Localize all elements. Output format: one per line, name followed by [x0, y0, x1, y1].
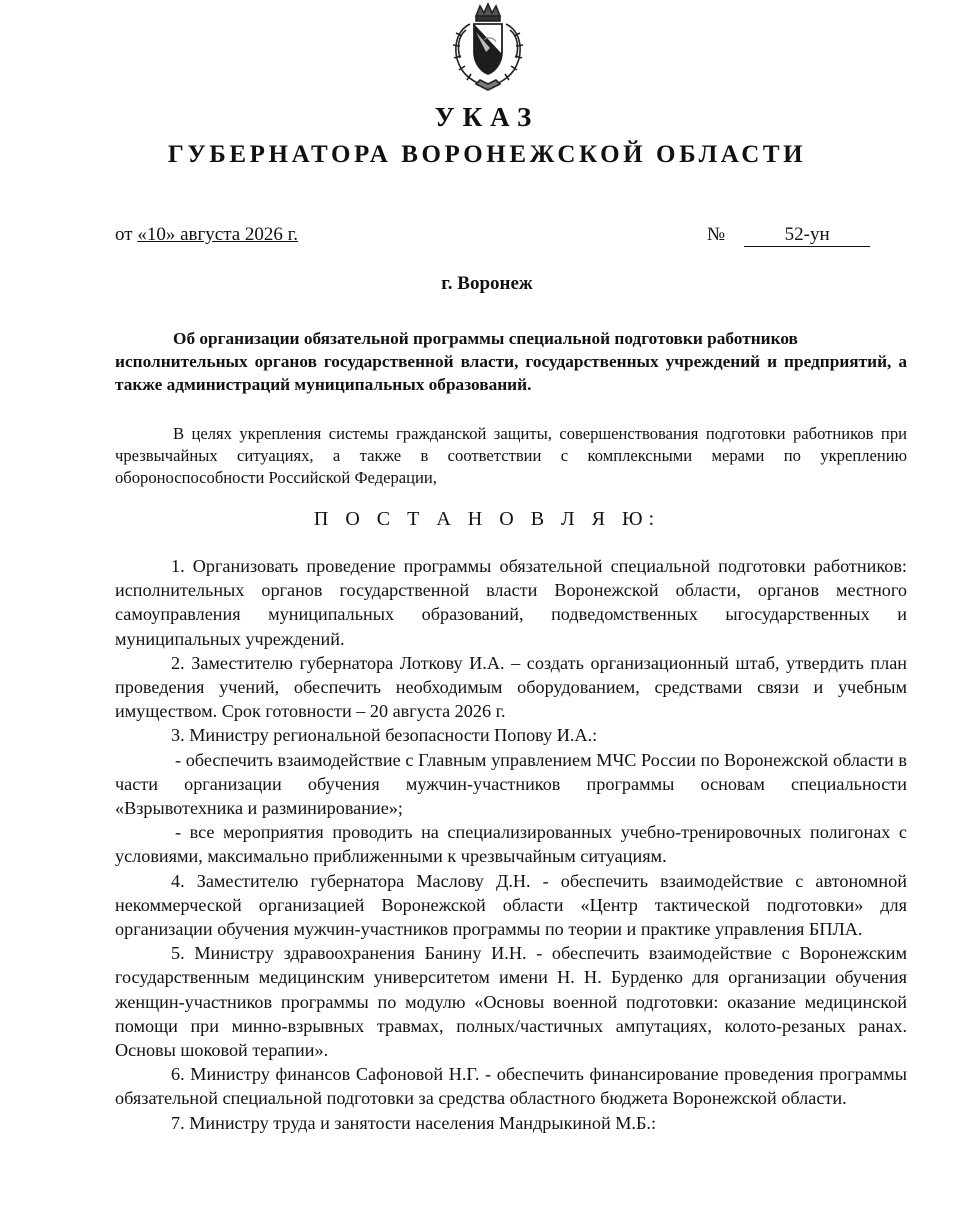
decree-items: [115, 554, 907, 1135]
document-number: [707, 224, 870, 247]
decree-item-3-subitem-2: - все мероприятия проводить на специализированных учебно-тренировочных полигонах с условиями, максимально приближенными к чрезвычайным ситуациям.: [115, 822, 907, 867]
preamble-paragraph: В целях укрепления системы гражданской защиты, совершенствования подготовки работников при чрезвычайных ситуациях, а также в соответствии с комплексными мерами по укреплению обороноспособности Российской Федерации,: [115, 424, 907, 487]
document-subject: [115, 327, 907, 396]
number-sign: №: [707, 224, 726, 245]
subject-rest: исполнительных органов государственной власти, государственных учреждений и предприятий, а также администраций муниципальных образований.: [115, 352, 907, 394]
date-value: «10» августа 2026 г.: [137, 224, 299, 245]
number-value: 52-ун: [744, 224, 870, 247]
decree-item-2: 2. Заместителю губернатора Лоткову И.А. – создать организационный штаб, утвердить план проведения учений, обеспечить необходимым оборудованием, средствами связи и учебным имуществом. Срок готовности – 20 августа 2026 г.: [115, 652, 907, 722]
decree-item-4: 4. Заместителю губернатора Маслову Д.Н. - обеспечить взаимодействие с автономной некоммерческой организацией Воронежской области «Центр тактической подготовки» для организации обучения мужчин-участников программы по теории и практике управления БПЛА.: [115, 870, 907, 940]
decree-item-6: 6. Министру финансов Сафоновой Н.Г. - обеспечить финансирование проведения программы обязательной специальной подготовки за средства областного бюджета Воронежской области.: [115, 1064, 907, 1109]
coat-of-arms-icon: [440, 2, 536, 94]
decree-item-5: 5. Министру здравоохранения Банину И.Н. - обеспечить взаимодействие с Воронежским государственным медицинским университетом имени Н. Н. Бурденко для организации обучения женщин-участников программы по модулю «Основы военной подготовки: оказание медицинской помощи при минно-взрывных травмах, полных/частичных ампутациях, колото-резаных ранах. Основы шоковой терапии».: [115, 943, 907, 1061]
decree-heading: П О С Т А Н О В Л Я Ю:: [313, 508, 661, 530]
document-city: г. Воронеж: [441, 273, 533, 294]
document-title: УКАЗ: [434, 102, 540, 132]
subject-line-1: Об организации обязательной программы специальной подготовки работников: [173, 329, 798, 348]
decree-item-3-subitem-1: - обеспечить взаимодействие с Главным управлением МЧС России по Воронежской области в части организации обучения мужчин-участников программы основам специальности «Взрывотехника и разминирование»;: [115, 749, 907, 819]
document-date: [115, 224, 298, 246]
decree-item-1: 1. Организовать проведение программы обязательной специальной подготовки работников: исполнительных органов государственной власти Воронежской области, органов местного самоуправления муниципальных образований, подведомственных ыгосударственных и муниципальных учреждений.: [115, 556, 907, 649]
decree-item-3: 3. Министру региональной безопасности Попову И.А.:: [171, 725, 598, 746]
date-prefix: от: [115, 224, 138, 245]
document-issuer: ГУБЕРНАТОРА ВОРОНЕЖСКОЙ ОБЛАСТИ: [167, 141, 807, 168]
decree-item-7: 7. Министру труда и занятости населения Мандрыкиной М.Б.:: [171, 1112, 657, 1133]
